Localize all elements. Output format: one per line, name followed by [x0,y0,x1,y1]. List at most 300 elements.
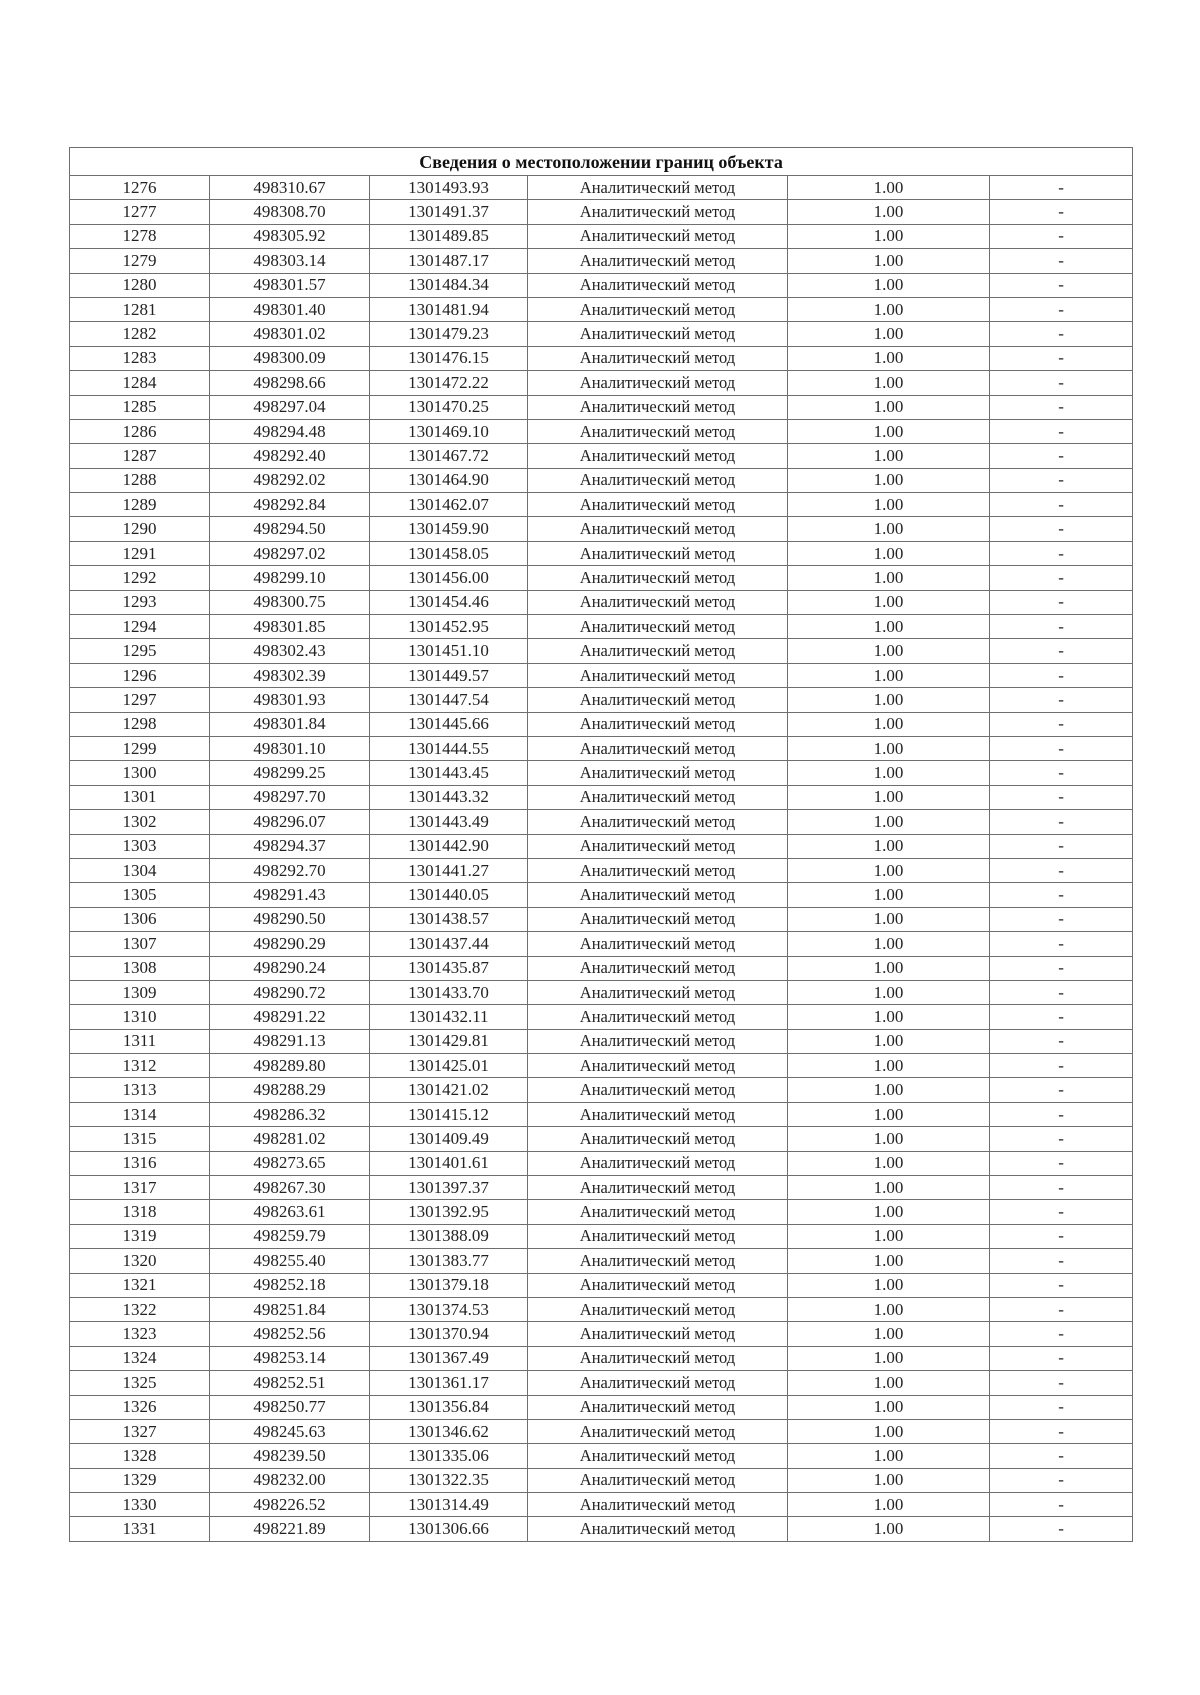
x-coordinate-cell: 498292.70 [210,858,370,882]
table-row [70,224,1133,248]
method-cell: Аналитический метод [528,1395,788,1419]
table-row [70,1346,1133,1370]
x-coordinate-cell: 498289.80 [210,1054,370,1078]
x-coordinate-cell: 498308.70 [210,200,370,224]
method-cell: Аналитический метод [528,688,788,712]
method-cell: Аналитический метод [528,1224,788,1248]
x-coordinate-cell: 498299.25 [210,761,370,785]
method-cell: Аналитический метод [528,907,788,931]
method-cell: Аналитический метод [528,1249,788,1273]
description-cell: - [990,785,1133,809]
accuracy-cell: 1.00 [788,980,990,1004]
x-coordinate-cell: 498221.89 [210,1517,370,1541]
method-cell: Аналитический метод [528,980,788,1004]
description-cell: - [990,468,1133,492]
method-cell: Аналитический метод [528,395,788,419]
table-row [70,1127,1133,1151]
point-number-cell: 1302 [70,810,210,834]
y-coordinate-cell: 1301469.10 [370,419,528,443]
description-cell: - [990,1273,1133,1297]
x-coordinate-cell: 498253.14 [210,1346,370,1370]
description-cell: - [990,980,1133,1004]
accuracy-cell: 1.00 [788,176,990,200]
method-cell: Аналитический метод [528,1346,788,1370]
accuracy-cell: 1.00 [788,1395,990,1419]
y-coordinate-cell: 1301464.90 [370,468,528,492]
accuracy-cell: 1.00 [788,1468,990,1492]
table-row [70,1419,1133,1443]
description-cell: - [990,688,1133,712]
y-coordinate-cell: 1301476.15 [370,346,528,370]
table-row [70,1102,1133,1126]
description-cell: - [990,858,1133,882]
table-row [70,785,1133,809]
method-cell: Аналитический метод [528,761,788,785]
point-number-cell: 1276 [70,176,210,200]
accuracy-cell: 1.00 [788,1078,990,1102]
accuracy-cell: 1.00 [788,1224,990,1248]
point-number-cell: 1316 [70,1151,210,1175]
accuracy-cell: 1.00 [788,297,990,321]
accuracy-cell: 1.00 [788,907,990,931]
point-number-cell: 1319 [70,1224,210,1248]
method-cell: Аналитический метод [528,1371,788,1395]
accuracy-cell: 1.00 [788,688,990,712]
accuracy-cell: 1.00 [788,663,990,687]
y-coordinate-cell: 1301442.90 [370,834,528,858]
point-number-cell: 1329 [70,1468,210,1492]
accuracy-cell: 1.00 [788,1444,990,1468]
accuracy-cell: 1.00 [788,1151,990,1175]
description-cell: - [990,346,1133,370]
y-coordinate-cell: 1301335.06 [370,1444,528,1468]
x-coordinate-cell: 498300.09 [210,346,370,370]
point-number-cell: 1331 [70,1517,210,1541]
point-number-cell: 1326 [70,1395,210,1419]
table-row [70,883,1133,907]
accuracy-cell: 1.00 [788,858,990,882]
point-number-cell: 1278 [70,224,210,248]
point-number-cell: 1301 [70,785,210,809]
method-cell: Аналитический метод [528,297,788,321]
table-row [70,639,1133,663]
description-cell: - [990,371,1133,395]
table-row [70,907,1133,931]
x-coordinate-cell: 498297.70 [210,785,370,809]
x-coordinate-cell: 498250.77 [210,1395,370,1419]
table-body [70,176,1133,1542]
description-cell: - [990,1444,1133,1468]
table-row [70,1005,1133,1029]
table-row [70,1517,1133,1541]
table-row [70,615,1133,639]
y-coordinate-cell: 1301449.57 [370,663,528,687]
accuracy-cell: 1.00 [788,249,990,273]
point-number-cell: 1328 [70,1444,210,1468]
x-coordinate-cell: 498310.67 [210,176,370,200]
x-coordinate-cell: 498292.40 [210,444,370,468]
description-cell: - [990,517,1133,541]
point-number-cell: 1313 [70,1078,210,1102]
table-row [70,1224,1133,1248]
point-number-cell: 1288 [70,468,210,492]
point-number-cell: 1282 [70,322,210,346]
table-row [70,1151,1133,1175]
x-coordinate-cell: 498291.22 [210,1005,370,1029]
y-coordinate-cell: 1301346.62 [370,1419,528,1443]
table-row [70,1273,1133,1297]
method-cell: Аналитический метод [528,1297,788,1321]
table-row [70,1444,1133,1468]
description-cell: - [990,493,1133,517]
accuracy-cell: 1.00 [788,615,990,639]
x-coordinate-cell: 498288.29 [210,1078,370,1102]
point-number-cell: 1283 [70,346,210,370]
x-coordinate-cell: 498281.02 [210,1127,370,1151]
x-coordinate-cell: 498299.10 [210,566,370,590]
method-cell: Аналитический метод [528,1273,788,1297]
description-cell: - [990,663,1133,687]
x-coordinate-cell: 498226.52 [210,1493,370,1517]
x-coordinate-cell: 498294.37 [210,834,370,858]
x-coordinate-cell: 498301.57 [210,273,370,297]
table-title-row [70,148,1133,176]
table-row [70,200,1133,224]
table-row [70,1054,1133,1078]
accuracy-cell: 1.00 [788,932,990,956]
accuracy-cell: 1.00 [788,639,990,663]
accuracy-cell: 1.00 [788,444,990,468]
table-row [70,468,1133,492]
table-row [70,980,1133,1004]
point-number-cell: 1310 [70,1005,210,1029]
table-row [70,810,1133,834]
table-row [70,1176,1133,1200]
method-cell: Аналитический метод [528,712,788,736]
accuracy-cell: 1.00 [788,419,990,443]
point-number-cell: 1330 [70,1493,210,1517]
description-cell: - [990,1102,1133,1126]
y-coordinate-cell: 1301370.94 [370,1322,528,1346]
table-row [70,858,1133,882]
x-coordinate-cell: 498303.14 [210,249,370,273]
y-coordinate-cell: 1301306.66 [370,1517,528,1541]
x-coordinate-cell: 498245.63 [210,1419,370,1443]
table-row [70,1078,1133,1102]
table-row [70,176,1133,200]
table-row [70,956,1133,980]
y-coordinate-cell: 1301481.94 [370,297,528,321]
x-coordinate-cell: 498298.66 [210,371,370,395]
accuracy-cell: 1.00 [788,1493,990,1517]
x-coordinate-cell: 498273.65 [210,1151,370,1175]
y-coordinate-cell: 1301425.01 [370,1054,528,1078]
method-cell: Аналитический метод [528,273,788,297]
table-row [70,834,1133,858]
point-number-cell: 1305 [70,883,210,907]
x-coordinate-cell: 498302.43 [210,639,370,663]
accuracy-cell: 1.00 [788,1054,990,1078]
table-row [70,1395,1133,1419]
method-cell: Аналитический метод [528,1078,788,1102]
description-cell: - [990,444,1133,468]
table-row [70,1249,1133,1273]
y-coordinate-cell: 1301456.00 [370,566,528,590]
y-coordinate-cell: 1301459.90 [370,517,528,541]
description-cell: - [990,176,1133,200]
description-cell: - [990,1419,1133,1443]
point-number-cell: 1280 [70,273,210,297]
y-coordinate-cell: 1301314.49 [370,1493,528,1517]
point-number-cell: 1318 [70,1200,210,1224]
table-row [70,1322,1133,1346]
point-number-cell: 1300 [70,761,210,785]
description-cell: - [990,1029,1133,1053]
table-row [70,736,1133,760]
description-cell: - [990,297,1133,321]
point-number-cell: 1299 [70,736,210,760]
y-coordinate-cell: 1301472.22 [370,371,528,395]
y-coordinate-cell: 1301444.55 [370,736,528,760]
accuracy-cell: 1.00 [788,346,990,370]
description-cell: - [990,1176,1133,1200]
y-coordinate-cell: 1301415.12 [370,1102,528,1126]
x-coordinate-cell: 498301.40 [210,297,370,321]
y-coordinate-cell: 1301388.09 [370,1224,528,1248]
table-row [70,371,1133,395]
y-coordinate-cell: 1301421.02 [370,1078,528,1102]
x-coordinate-cell: 498290.72 [210,980,370,1004]
point-number-cell: 1312 [70,1054,210,1078]
accuracy-cell: 1.00 [788,736,990,760]
x-coordinate-cell: 498259.79 [210,1224,370,1248]
description-cell: - [990,615,1133,639]
table-row [70,688,1133,712]
point-number-cell: 1289 [70,493,210,517]
accuracy-cell: 1.00 [788,956,990,980]
table-row [70,297,1133,321]
point-number-cell: 1321 [70,1273,210,1297]
description-cell: - [990,1249,1133,1273]
description-cell: - [990,1151,1133,1175]
point-number-cell: 1327 [70,1419,210,1443]
y-coordinate-cell: 1301484.34 [370,273,528,297]
point-number-cell: 1311 [70,1029,210,1053]
point-number-cell: 1296 [70,663,210,687]
description-cell: - [990,883,1133,907]
method-cell: Аналитический метод [528,1200,788,1224]
y-coordinate-cell: 1301479.23 [370,322,528,346]
x-coordinate-cell: 498286.32 [210,1102,370,1126]
method-cell: Аналитический метод [528,639,788,663]
point-number-cell: 1277 [70,200,210,224]
method-cell: Аналитический метод [528,322,788,346]
table-row [70,1200,1133,1224]
point-number-cell: 1308 [70,956,210,980]
x-coordinate-cell: 498297.02 [210,541,370,565]
method-cell: Аналитический метод [528,419,788,443]
y-coordinate-cell: 1301383.77 [370,1249,528,1273]
y-coordinate-cell: 1301392.95 [370,1200,528,1224]
y-coordinate-cell: 1301367.49 [370,1346,528,1370]
point-number-cell: 1292 [70,566,210,590]
y-coordinate-cell: 1301322.35 [370,1468,528,1492]
y-coordinate-cell: 1301433.70 [370,980,528,1004]
accuracy-cell: 1.00 [788,1371,990,1395]
accuracy-cell: 1.00 [788,1005,990,1029]
description-cell: - [990,639,1133,663]
point-number-cell: 1303 [70,834,210,858]
accuracy-cell: 1.00 [788,1200,990,1224]
table-row [70,249,1133,273]
method-cell: Аналитический метод [528,541,788,565]
point-number-cell: 1290 [70,517,210,541]
point-number-cell: 1279 [70,249,210,273]
accuracy-cell: 1.00 [788,273,990,297]
method-cell: Аналитический метод [528,1102,788,1126]
description-cell: - [990,1078,1133,1102]
x-coordinate-cell: 498232.00 [210,1468,370,1492]
method-cell: Аналитический метод [528,200,788,224]
description-cell: - [990,712,1133,736]
description-cell: - [990,1371,1133,1395]
y-coordinate-cell: 1301454.46 [370,590,528,614]
accuracy-cell: 1.00 [788,761,990,785]
accuracy-cell: 1.00 [788,1102,990,1126]
method-cell: Аналитический метод [528,810,788,834]
method-cell: Аналитический метод [528,346,788,370]
method-cell: Аналитический метод [528,1127,788,1151]
description-cell: - [990,1297,1133,1321]
y-coordinate-cell: 1301458.05 [370,541,528,565]
table-row [70,1371,1133,1395]
description-cell: - [990,224,1133,248]
method-cell: Аналитический метод [528,932,788,956]
y-coordinate-cell: 1301445.66 [370,712,528,736]
x-coordinate-cell: 498290.24 [210,956,370,980]
description-cell: - [990,200,1133,224]
x-coordinate-cell: 498292.02 [210,468,370,492]
accuracy-cell: 1.00 [788,1029,990,1053]
x-coordinate-cell: 498301.02 [210,322,370,346]
point-number-cell: 1287 [70,444,210,468]
method-cell: Аналитический метод [528,883,788,907]
x-coordinate-cell: 498239.50 [210,1444,370,1468]
table-row [70,1493,1133,1517]
accuracy-cell: 1.00 [788,712,990,736]
table-row [70,712,1133,736]
table-row [70,932,1133,956]
table-row [70,1297,1133,1321]
point-number-cell: 1314 [70,1102,210,1126]
y-coordinate-cell: 1301429.81 [370,1029,528,1053]
x-coordinate-cell: 498294.48 [210,419,370,443]
table-row [70,663,1133,687]
point-number-cell: 1320 [70,1249,210,1273]
method-cell: Аналитический метод [528,444,788,468]
x-coordinate-cell: 498301.10 [210,736,370,760]
x-coordinate-cell: 498297.04 [210,395,370,419]
accuracy-cell: 1.00 [788,1176,990,1200]
table-row [70,273,1133,297]
y-coordinate-cell: 1301441.27 [370,858,528,882]
method-cell: Аналитический метод [528,176,788,200]
x-coordinate-cell: 498251.84 [210,1297,370,1321]
accuracy-cell: 1.00 [788,1273,990,1297]
x-coordinate-cell: 498252.51 [210,1371,370,1395]
description-cell: - [990,834,1133,858]
y-coordinate-cell: 1301487.17 [370,249,528,273]
y-coordinate-cell: 1301443.32 [370,785,528,809]
accuracy-cell: 1.00 [788,1249,990,1273]
method-cell: Аналитический метод [528,834,788,858]
description-cell: - [990,1517,1133,1541]
point-number-cell: 1324 [70,1346,210,1370]
description-cell: - [990,761,1133,785]
accuracy-cell: 1.00 [788,468,990,492]
description-cell: - [990,956,1133,980]
x-coordinate-cell: 498300.75 [210,590,370,614]
method-cell: Аналитический метод [528,590,788,614]
method-cell: Аналитический метод [528,1468,788,1492]
description-cell: - [990,249,1133,273]
method-cell: Аналитический метод [528,1176,788,1200]
table-row [70,1029,1133,1053]
accuracy-cell: 1.00 [788,200,990,224]
accuracy-cell: 1.00 [788,1419,990,1443]
y-coordinate-cell: 1301462.07 [370,493,528,517]
accuracy-cell: 1.00 [788,395,990,419]
point-number-cell: 1297 [70,688,210,712]
y-coordinate-cell: 1301437.44 [370,932,528,956]
x-coordinate-cell: 498305.92 [210,224,370,248]
description-cell: - [990,1395,1133,1419]
y-coordinate-cell: 1301451.10 [370,639,528,663]
table-row [70,761,1133,785]
table-row [70,346,1133,370]
x-coordinate-cell: 498294.50 [210,517,370,541]
point-number-cell: 1291 [70,541,210,565]
y-coordinate-cell: 1301452.95 [370,615,528,639]
x-coordinate-cell: 498267.30 [210,1176,370,1200]
description-cell: - [990,566,1133,590]
accuracy-cell: 1.00 [788,1346,990,1370]
method-cell: Аналитический метод [528,468,788,492]
y-coordinate-cell: 1301467.72 [370,444,528,468]
accuracy-cell: 1.00 [788,1297,990,1321]
accuracy-cell: 1.00 [788,590,990,614]
y-coordinate-cell: 1301491.37 [370,200,528,224]
point-number-cell: 1294 [70,615,210,639]
table-row [70,1468,1133,1492]
table-title: Сведения о местоположении границ объекта [70,148,1133,176]
point-number-cell: 1285 [70,395,210,419]
point-number-cell: 1325 [70,1371,210,1395]
method-cell: Аналитический метод [528,517,788,541]
table-row [70,566,1133,590]
table-row [70,541,1133,565]
point-number-cell: 1286 [70,419,210,443]
x-coordinate-cell: 498292.84 [210,493,370,517]
method-cell: Аналитический метод [528,858,788,882]
y-coordinate-cell: 1301401.61 [370,1151,528,1175]
method-cell: Аналитический метод [528,663,788,687]
description-cell: - [990,907,1133,931]
accuracy-cell: 1.00 [788,517,990,541]
method-cell: Аналитический метод [528,1419,788,1443]
description-cell: - [990,932,1133,956]
description-cell: - [990,1200,1133,1224]
